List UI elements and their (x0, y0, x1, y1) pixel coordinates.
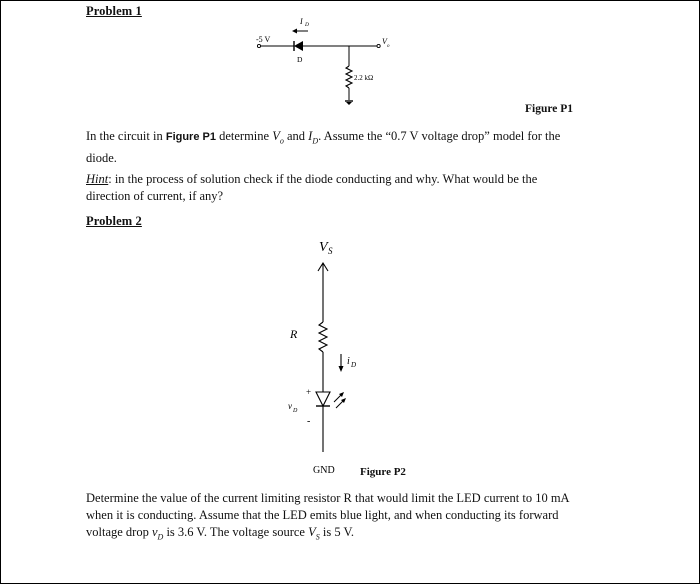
p1-hint-line1: : in the process of solution check if the diode conducting and why. What would be the (108, 172, 538, 186)
p1-source-terminal (257, 44, 260, 47)
p1-q-part2: determine (215, 129, 273, 143)
p1-diode (294, 41, 303, 51)
p2-q-line3-vs-sub: S (315, 532, 320, 542)
p1-q-id-sub: D (312, 136, 319, 146)
p2-gnd-label: GND (313, 465, 335, 476)
p1-hint-line2: direction of current, if any? (86, 189, 224, 203)
p1-resistor (346, 66, 352, 88)
p1-output-terminal (377, 44, 380, 47)
p1-source-label: -5 V (256, 35, 271, 44)
p2-vd-minus: - (307, 416, 311, 427)
p1-resistor-label: 2.2 kΩ (354, 74, 374, 82)
p2-vs-label: V (319, 240, 328, 255)
p1-q-part1: In the circuit in (86, 129, 166, 143)
p1-q-id: I (308, 129, 313, 143)
p1-output-label: V (382, 37, 387, 46)
p1-current-arrow (292, 29, 308, 34)
p1-q-fig-ref: Figure P1 (165, 131, 216, 143)
p2-id-label: i (347, 356, 350, 367)
problem-2-question (86, 490, 646, 546)
p1-ground-symbol (345, 101, 353, 105)
problem-1-hint (86, 171, 626, 205)
p2-q-line3-vd: v (151, 525, 158, 539)
figure-p2-caption: Figure P2 (360, 466, 406, 478)
p2-vd-plus: + (306, 387, 312, 397)
p2-vs-arrow (318, 263, 328, 322)
p1-q-line2: diode. (86, 150, 117, 165)
p1-diode-label: D (297, 55, 303, 64)
p2-q-line1: Determine the value of the current limiting resistor R that would limit the LED current to 10 mA (86, 491, 570, 505)
p2-vs-label-sub: S (328, 246, 333, 256)
p1-q-vo-sub: o (279, 136, 284, 146)
p2-q-line3c: is 5 V. (319, 525, 355, 539)
p1-current-label: I (300, 17, 303, 26)
p2-led (316, 392, 330, 406)
problem-2-heading: Problem 2 (86, 214, 142, 228)
p1-current-label-sub: D (305, 22, 309, 28)
p2-id-label-sub: D (351, 361, 357, 369)
p2-q-line3-vs: V (308, 525, 316, 539)
p2-q-line3-vd-sub: D (157, 532, 164, 542)
problem-1-heading: Problem 1 (86, 4, 142, 18)
p2-current-arrow (339, 354, 344, 372)
figure-p1-circuit (250, 14, 390, 110)
figure-p1-caption: Figure P1 (525, 103, 574, 115)
p1-hint-label: Hint (86, 172, 109, 186)
p2-led-emission-arrows (334, 392, 346, 408)
figure-p2-circuit (270, 232, 380, 482)
p2-vd-label-sub: D (293, 408, 298, 414)
problem-1-question (86, 128, 626, 167)
p2-resistor (319, 322, 327, 352)
p2-q-line3b: is 3.6 V. The voltage source (163, 525, 309, 539)
p1-q-and: and (283, 129, 309, 143)
p2-q-line2: when it is conducting. Assume that the LED emits blue light, and when conducting its forward (86, 508, 559, 522)
p2-r-label: R (290, 327, 298, 341)
p2-vd-label: v (288, 401, 292, 411)
p1-q-vo: V (272, 129, 280, 143)
p1-output-label-sub: o (387, 44, 390, 49)
p2-q-line3a: voltage drop (86, 525, 152, 539)
p1-q-part3: . Assume the “0.7 V voltage drop” model for the (318, 129, 561, 143)
